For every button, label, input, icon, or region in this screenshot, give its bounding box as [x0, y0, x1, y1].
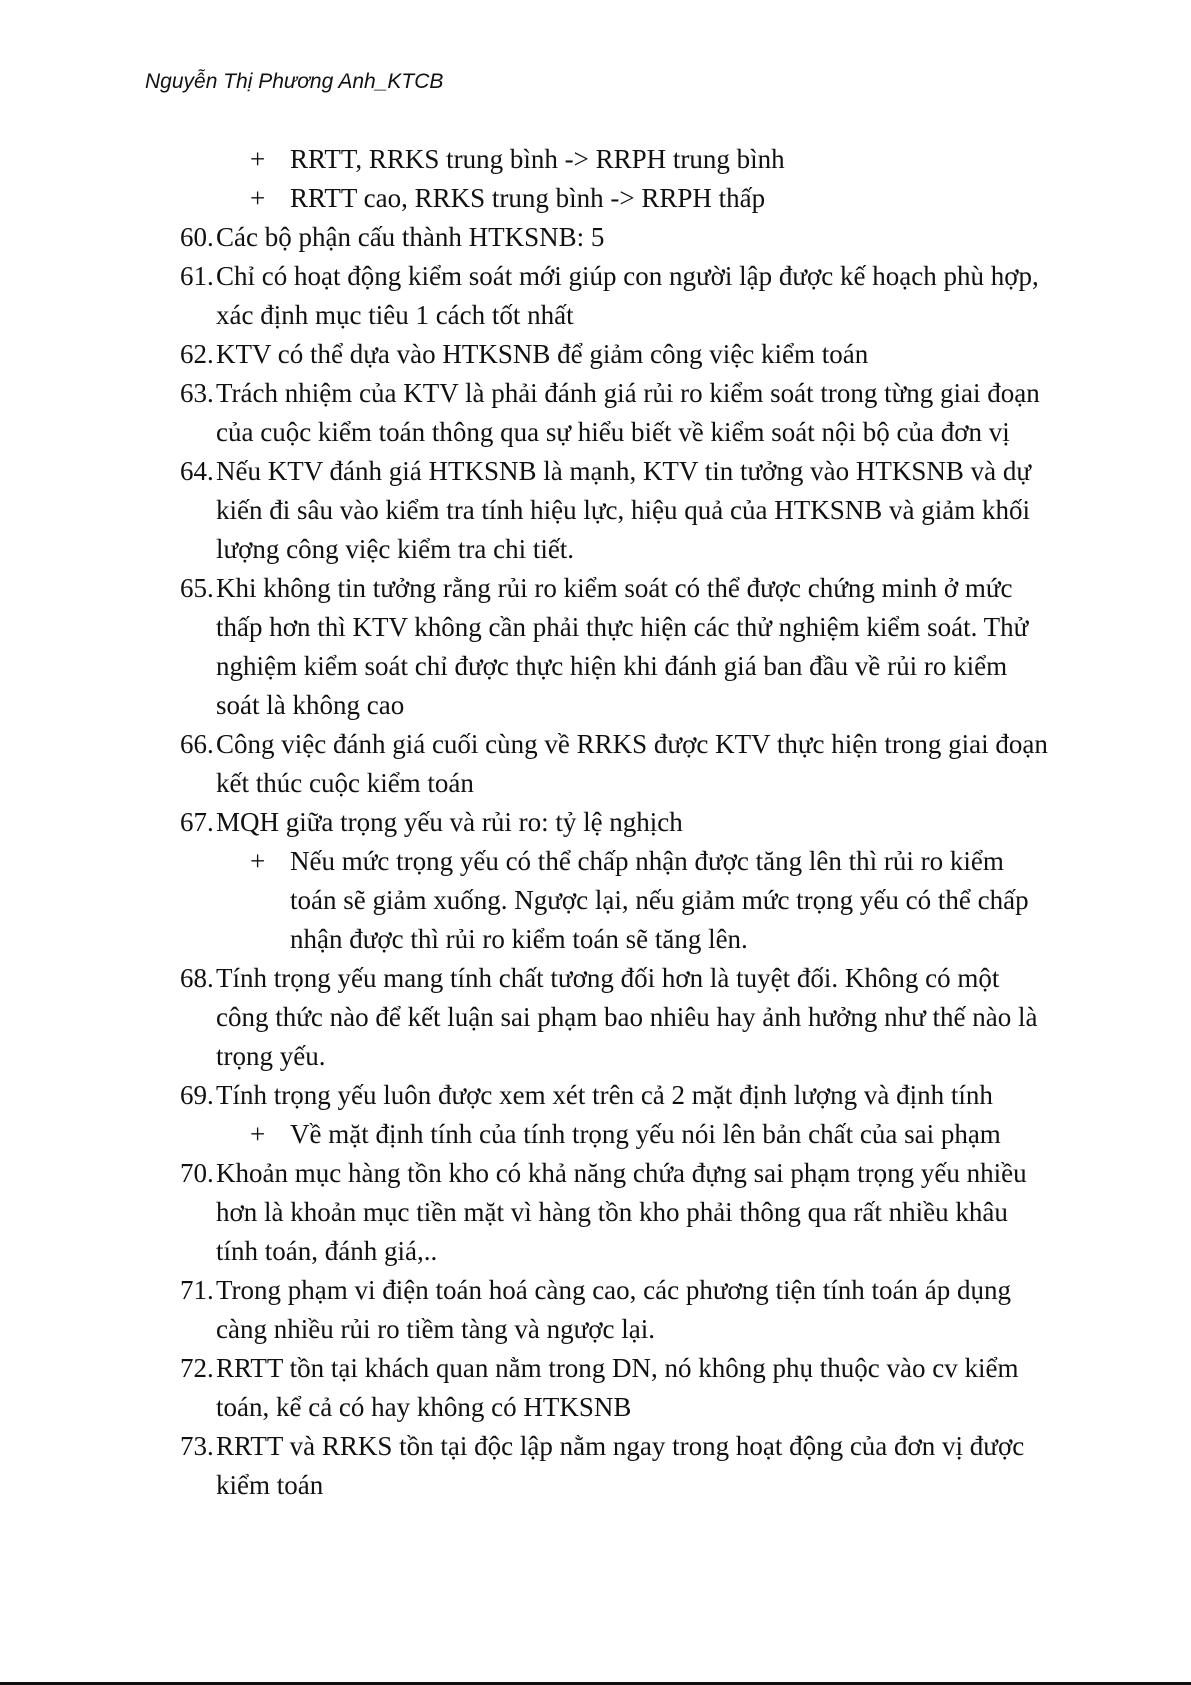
item-number: 70.	[180, 1158, 214, 1188]
item-number: 68.	[180, 963, 214, 993]
bullet-text: Nếu mức trọng yếu có thể chấp nhận được tăng lên thì rủi ro kiểm toán sẽ giảm xuống. Ngược lại, nếu giảm mức trọng yếu có thể chấp nhận được thì rủi ro kiểm toán sẽ tăng lên.	[290, 846, 1029, 954]
list-item	[0, 452, 1191, 569]
item-text: Nếu KTV đánh giá HTKSNB là mạnh, KTV tin tưởng vào HTKSNB và dự kiến đi sâu vào kiểm tra tính hiệu lực, hiệu quả của HTKSNB và giảm khối lượng công việc kiểm tra chi tiết.	[216, 456, 1031, 564]
item-number: 69.	[180, 1080, 214, 1110]
item-text: Tính trọng yếu mang tính chất tương đối hơn là tuyệt đối. Không có một công thức nào để kết luận sai phạm bao nhiêu hay ảnh hưởng như thế nào là trọng yếu.	[216, 963, 1038, 1071]
list-item	[0, 1427, 1191, 1505]
item-number: 64.	[180, 456, 214, 486]
list-item	[0, 335, 1191, 374]
item-text: Trách nhiệm của KTV là phải đánh giá rủi ro kiểm soát trong từng giai đoạn của cuộc kiểm toán thông qua sự hiểu biết về kiểm soát nội bộ của đơn vị	[216, 378, 1040, 447]
item-text: Các bộ phận cấu thành HTKSNB: 5	[216, 222, 605, 252]
document-body	[0, 140, 1191, 1505]
item-text: KTV có thể dựa vào HTKSNB để giảm công việc kiểm toán	[216, 339, 869, 369]
item-text: Tính trọng yếu luôn được xem xét trên cả 2 mặt định lượng và định tính	[216, 1080, 993, 1110]
bullet-mark: +	[250, 1119, 266, 1149]
list-bullet	[0, 842, 1191, 959]
item-text: RRTT và RRKS tồn tại độc lập nằm ngay trong hoạt động của đơn vị được kiểm toán	[216, 1431, 1025, 1500]
bullet-mark: +	[250, 144, 266, 174]
item-text: MQH giữa trọng yếu và rủi ro: tỷ lệ nghịch	[216, 807, 683, 837]
item-number: 61.	[180, 261, 214, 291]
list-bullet	[0, 179, 1191, 218]
item-number: 72.	[180, 1353, 214, 1383]
item-text: Khoản mục hàng tồn kho có khả năng chứa đựng sai phạm trọng yếu nhiều hơn là khoản mục tiền mặt vì hàng tồn kho phải thông qua rất nhiều khâu tính toán, đánh giá,..	[216, 1158, 1027, 1266]
list-item	[0, 803, 1191, 842]
list-item	[0, 1349, 1191, 1427]
list-item	[0, 1154, 1191, 1271]
list-bullet	[0, 1115, 1191, 1154]
list-item	[0, 959, 1191, 1076]
bullet-text: Về mặt định tính của tính trọng yếu nói lên bản chất của sai phạm	[290, 1119, 1001, 1149]
item-number: 63.	[180, 378, 214, 408]
item-text: Khi không tin tưởng rằng rủi ro kiểm soát có thể được chứng minh ở mức thấp hơn thì KTV không cần phải thực hiện các thử nghiệm kiểm soát. Thử nghiệm kiểm soát chỉ được thực hiện khi đánh giá ban đầu về rủi ro kiểm soát là không cao	[216, 573, 1029, 720]
list-item	[0, 725, 1191, 803]
list-item	[0, 218, 1191, 257]
list-item	[0, 1076, 1191, 1115]
bullet-mark: +	[250, 183, 266, 213]
item-number: 60.	[180, 222, 214, 252]
item-number: 66.	[180, 729, 214, 759]
bullet-mark: +	[250, 846, 266, 876]
item-text: Chỉ có hoạt động kiểm soát mới giúp con người lập được kế hoạch phù hợp, xác định mục tiêu 1 cách tốt nhất	[216, 261, 1039, 330]
list-item	[0, 1271, 1191, 1349]
item-number: 67.	[180, 807, 214, 837]
item-text: RRTT tồn tại khách quan nằm trong DN, nó không phụ thuộc vào cv kiểm toán, kể cả có hay không có HTKSNB	[216, 1353, 1019, 1422]
list-item	[0, 374, 1191, 452]
list-bullet	[0, 140, 1191, 179]
item-number: 71.	[180, 1275, 214, 1305]
bullet-text: RRTT cao, RRKS trung bình -> RRPH thấp	[290, 183, 766, 213]
bullet-text: RRTT, RRKS trung bình -> RRPH trung bình	[290, 144, 785, 174]
item-number: 65.	[180, 573, 214, 603]
item-number: 62.	[180, 339, 214, 369]
item-number: 73.	[180, 1431, 214, 1461]
item-text: Công việc đánh giá cuối cùng về RRKS được KTV thực hiện trong giai đoạn kết thúc cuộc kiểm toán	[216, 729, 1048, 798]
list-item	[0, 569, 1191, 725]
list-item	[0, 257, 1191, 335]
page-header-author: Nguyễn Thị Phương Anh_KTCB	[145, 70, 444, 93]
item-text: Trong phạm vi điện toán hoá càng cao, các phương tiện tính toán áp dụng càng nhiều rủi ro tiềm tàng và ngược lại.	[216, 1275, 1011, 1344]
